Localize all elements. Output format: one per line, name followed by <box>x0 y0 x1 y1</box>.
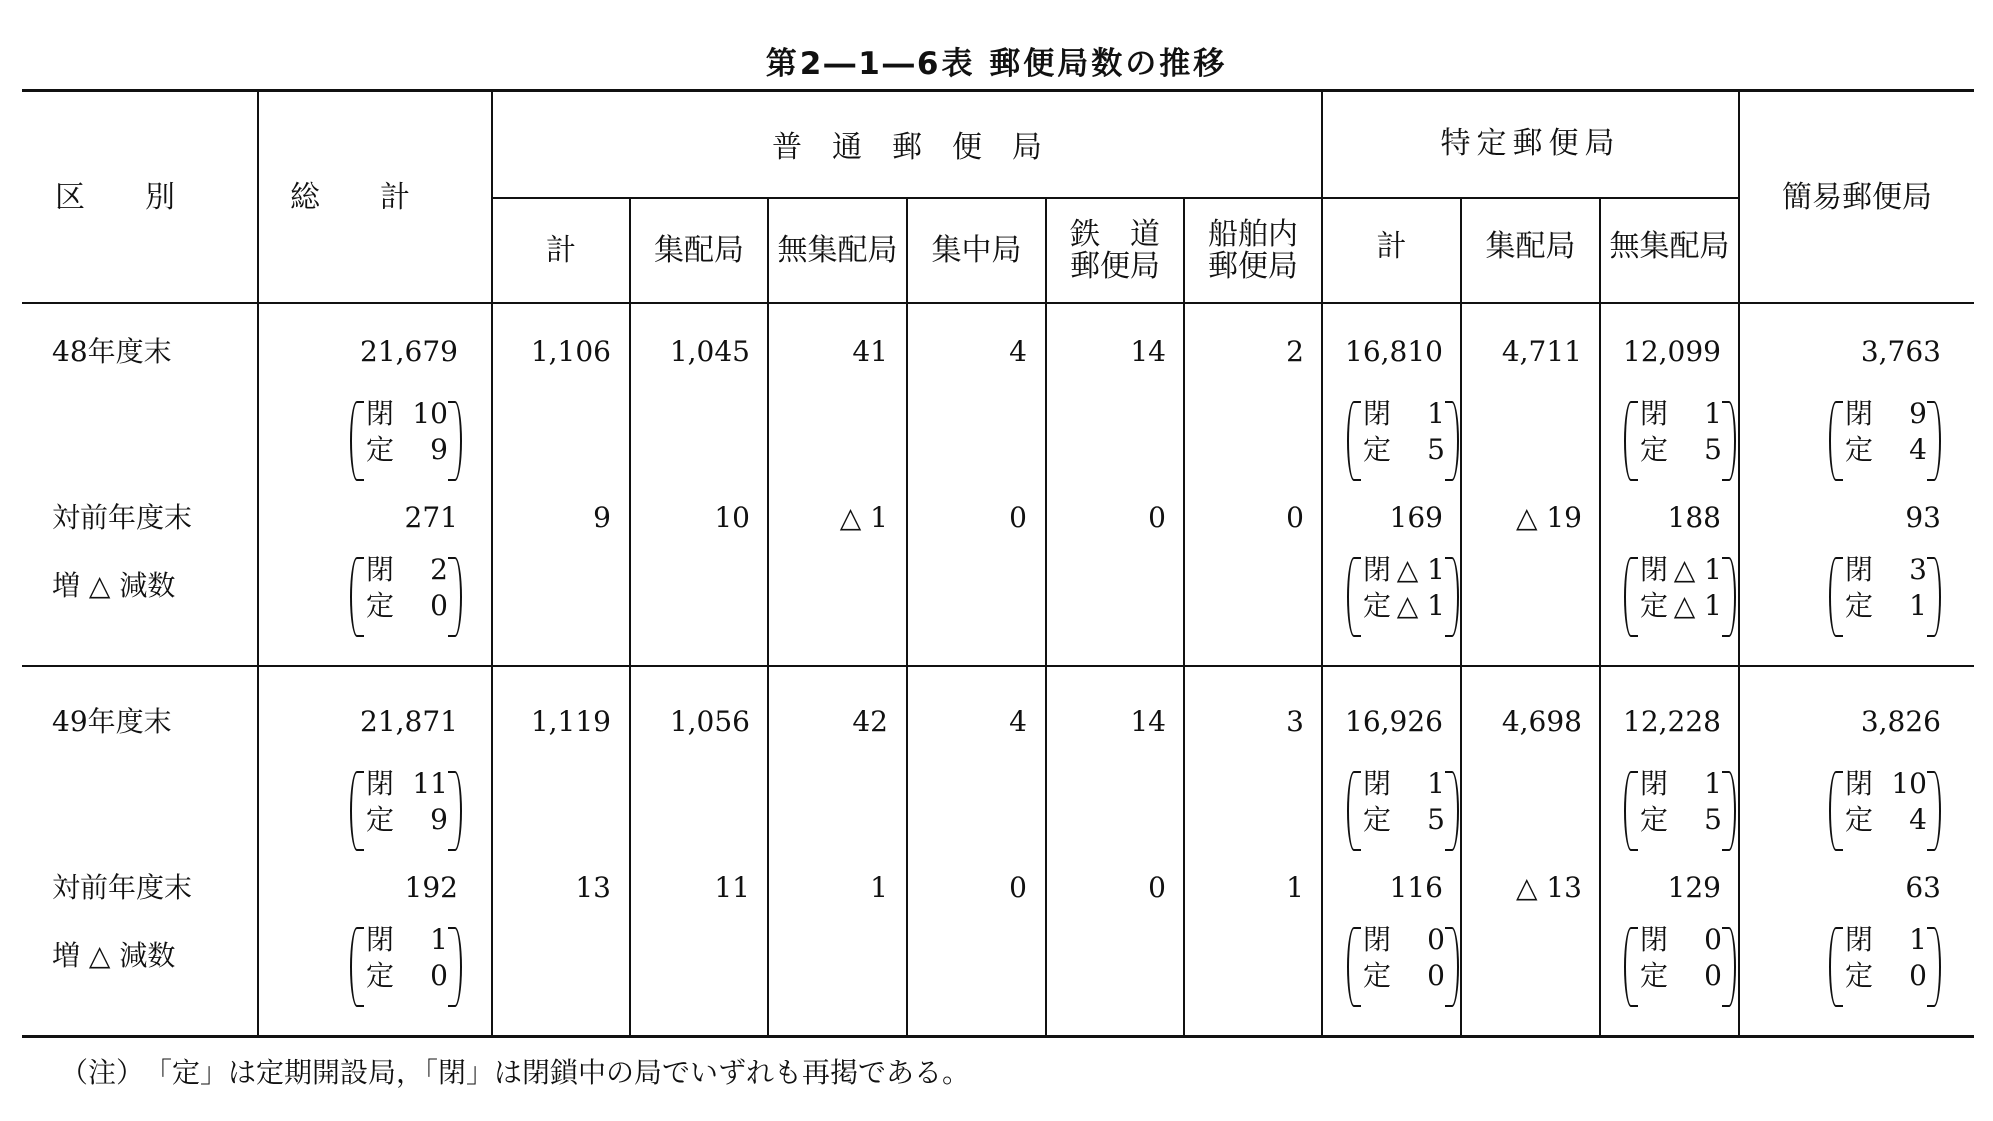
scheduled-label: 定 <box>366 433 395 466</box>
scheduled-count: 1 <box>1909 589 1927 622</box>
cell-value: 14 <box>1130 335 1166 368</box>
closed-count: 1 <box>1427 397 1445 430</box>
header-soukei: 総 計 <box>290 180 410 215</box>
close-paren <box>1927 557 1941 637</box>
scheduled-label: 定 <box>1363 589 1392 622</box>
cell-value: 1,106 <box>530 335 611 368</box>
diff-value: 129 <box>1667 871 1721 904</box>
closed-label: 閉 <box>366 553 395 586</box>
cell-value: 21,871 <box>360 705 458 738</box>
scheduled-label: 定 <box>1640 959 1669 992</box>
closed-count: 10 <box>1891 767 1927 800</box>
diff-value: 188 <box>1667 501 1721 534</box>
row-label: 49年度末 <box>52 705 172 738</box>
diff-label-line1: 対前年度末 <box>52 501 193 534</box>
cell-value: 21,679 <box>360 335 458 368</box>
cell-value: 3,826 <box>1860 705 1941 738</box>
cell-value: 42 <box>852 705 888 738</box>
closed-label: 閉 <box>1640 767 1669 800</box>
scheduled-count: 4 <box>1909 433 1927 466</box>
rule-top <box>22 89 1974 92</box>
close-paren <box>1722 771 1736 851</box>
scheduled-count: 0 <box>1427 959 1445 992</box>
scheduled-count: 0 <box>430 589 448 622</box>
closed-count: 1 <box>1704 397 1722 430</box>
cell-value: 4,711 <box>1501 335 1582 368</box>
scheduled-label: 定 <box>1640 433 1669 466</box>
rule-header-bottom <box>22 302 1974 304</box>
scheduled-count: 0 <box>1704 959 1722 992</box>
closed-label: 閉 <box>366 767 395 800</box>
diff-value: 0 <box>1148 871 1166 904</box>
rule-col-9 <box>1460 198 1462 1035</box>
scheduled-count: 0 <box>430 959 448 992</box>
scheduled-label: 定 <box>1845 433 1874 466</box>
scheduled-label: 定 <box>366 959 395 992</box>
closed-count: 1 <box>1909 923 1927 956</box>
scheduled-count: 5 <box>1427 433 1445 466</box>
cell-value: 1,045 <box>669 335 750 368</box>
header-tetsudo-line1: 鉄 道 <box>1070 217 1160 252</box>
rule-col-11 <box>1738 92 1740 1035</box>
diff-value: 192 <box>404 871 458 904</box>
closed-count: 1 <box>430 923 448 956</box>
diff-value: 271 <box>404 501 458 534</box>
cell-value: 4 <box>1009 705 1027 738</box>
diff-value: △ 1 <box>839 501 888 534</box>
scheduled-count: 5 <box>1704 433 1722 466</box>
open-paren <box>350 401 364 481</box>
diff-paren-soukei <box>350 553 462 635</box>
diff-value: 9 <box>593 501 611 534</box>
close-paren <box>1445 927 1459 1007</box>
closed-count: 9 <box>1909 397 1927 430</box>
rule-col-10 <box>1599 198 1601 1035</box>
diff-value: 0 <box>1009 501 1027 534</box>
scheduled-count: △ 1 <box>1673 589 1722 622</box>
closed-label: 閉 <box>1640 553 1669 586</box>
table-title: 第2―1―6表 郵便局数の推移 <box>765 46 1228 82</box>
rule-col-4 <box>767 198 769 1035</box>
header-mushuhai: 無集配局 <box>777 233 898 268</box>
open-paren <box>350 557 364 637</box>
header-futsuu-kei: 計 <box>546 233 576 268</box>
header-senpaku-line1: 船舶内 <box>1208 217 1298 252</box>
cell-value: 4 <box>1009 335 1027 368</box>
close-paren <box>1927 771 1941 851</box>
paren-tokutei-kei <box>1347 767 1459 849</box>
diff-paren-soukei <box>350 923 462 1005</box>
open-paren <box>1347 557 1361 637</box>
close-paren <box>1722 401 1736 481</box>
scheduled-count: △ 1 <box>1396 589 1445 622</box>
closed-count: △ 1 <box>1673 553 1722 586</box>
rule-header-split-tokutei <box>1321 197 1738 199</box>
diff-value: △ 19 <box>1515 501 1582 534</box>
close-paren <box>1445 401 1459 481</box>
paren-soukei <box>350 397 462 479</box>
close-paren <box>1927 401 1941 481</box>
header-shuhai: 集配局 <box>654 233 744 268</box>
scheduled-count: 5 <box>1427 803 1445 836</box>
diff-paren-tokutei-mushuhai <box>1624 923 1736 1005</box>
cell-value: 3,763 <box>1860 335 1941 368</box>
rule-col-3 <box>629 198 631 1035</box>
diff-label-line2: 増 △ 減数 <box>52 569 176 602</box>
paren-soukei <box>350 767 462 849</box>
header-shuchu: 集中局 <box>931 233 1022 268</box>
open-paren <box>1624 771 1638 851</box>
rule-col-7 <box>1183 198 1185 1035</box>
rule-section-split <box>22 665 1974 667</box>
rule-col-5 <box>906 198 908 1035</box>
open-paren <box>1829 401 1843 481</box>
cell-value: 3 <box>1286 705 1304 738</box>
header-futsuu-group: 普 通 郵 便 局 <box>772 130 1042 165</box>
rule-col-1 <box>257 92 259 1035</box>
scheduled-count: 0 <box>1909 959 1927 992</box>
scheduled-count: 4 <box>1909 803 1927 836</box>
paren-tokutei-mushuhai <box>1624 397 1736 479</box>
paren-kan-i <box>1829 767 1941 849</box>
close-paren <box>448 401 462 481</box>
rule-col-6 <box>1045 198 1047 1035</box>
header-kubetsu: 区 別 <box>55 180 175 215</box>
open-paren <box>1347 927 1361 1007</box>
diff-value: 116 <box>1389 871 1443 904</box>
cell-value: 12,228 <box>1623 705 1721 738</box>
diff-value: 13 <box>575 871 611 904</box>
closed-count: 3 <box>1909 553 1927 586</box>
scheduled-label: 定 <box>1845 959 1874 992</box>
closed-label: 閉 <box>1363 767 1392 800</box>
diff-value: 0 <box>1009 871 1027 904</box>
closed-label: 閉 <box>1845 767 1874 800</box>
scheduled-count: 5 <box>1704 803 1722 836</box>
diff-value: 93 <box>1905 501 1941 534</box>
open-paren <box>1624 401 1638 481</box>
close-paren <box>1722 927 1736 1007</box>
scheduled-count: 9 <box>430 433 448 466</box>
closed-label: 閉 <box>1640 397 1669 430</box>
header-tokutei-mushuhai: 無集配局 <box>1609 229 1730 264</box>
diff-label-line2: 増 △ 減数 <box>52 939 176 972</box>
scheduled-label: 定 <box>1363 433 1392 466</box>
scheduled-label: 定 <box>1845 803 1874 836</box>
rule-bottom <box>22 1035 1974 1038</box>
open-paren <box>1347 401 1361 481</box>
closed-label: 閉 <box>366 397 395 430</box>
closed-count: 1 <box>1704 767 1722 800</box>
cell-value: 4,698 <box>1501 705 1582 738</box>
diff-value: 0 <box>1148 501 1166 534</box>
closed-count: 11 <box>412 767 448 800</box>
close-paren <box>1722 557 1736 637</box>
closed-label: 閉 <box>1363 923 1392 956</box>
diff-paren-kan-i <box>1829 923 1941 1005</box>
closed-label: 閉 <box>1845 923 1874 956</box>
closed-count: 2 <box>430 553 448 586</box>
header-tokutei-shuhai: 集配局 <box>1485 229 1576 264</box>
open-paren <box>1829 771 1843 851</box>
open-paren <box>1829 927 1843 1007</box>
cell-value: 14 <box>1130 705 1166 738</box>
header-kan-i: 簡易郵便局 <box>1782 180 1932 215</box>
cell-value: 1,056 <box>669 705 750 738</box>
header-senpaku-line2: 郵便局 <box>1208 249 1298 284</box>
closed-count: 10 <box>412 397 448 430</box>
scheduled-label: 定 <box>1363 959 1392 992</box>
close-paren <box>1927 927 1941 1007</box>
diff-label-line1: 対前年度末 <box>52 871 193 904</box>
open-paren <box>350 771 364 851</box>
header-tokutei-group: 特定郵便局 <box>1440 126 1621 161</box>
closed-count: 1 <box>1427 767 1445 800</box>
cell-value: 2 <box>1286 335 1304 368</box>
diff-paren-tokutei-kei <box>1347 553 1459 635</box>
paren-tokutei-kei <box>1347 397 1459 479</box>
open-paren <box>1347 771 1361 851</box>
paren-kan-i <box>1829 397 1941 479</box>
closed-count: △ 1 <box>1396 553 1445 586</box>
open-paren <box>1624 557 1638 637</box>
scheduled-label: 定 <box>366 803 395 836</box>
close-paren <box>1445 771 1459 851</box>
scheduled-count: 9 <box>430 803 448 836</box>
diff-value: 63 <box>1905 871 1941 904</box>
close-paren <box>448 927 462 1007</box>
closed-label: 閉 <box>366 923 395 956</box>
open-paren <box>350 927 364 1007</box>
diff-value: 10 <box>714 501 750 534</box>
closed-label: 閉 <box>1845 553 1874 586</box>
diff-paren-tokutei-kei <box>1347 923 1459 1005</box>
cell-value: 12,099 <box>1623 335 1721 368</box>
open-paren <box>1829 557 1843 637</box>
open-paren <box>1624 927 1638 1007</box>
close-paren <box>1445 557 1459 637</box>
closed-label: 閉 <box>1640 923 1669 956</box>
row-label: 48年度末 <box>52 335 172 368</box>
header-tokutei-kei: 計 <box>1376 229 1407 264</box>
scheduled-label: 定 <box>1640 803 1669 836</box>
cell-value: 1,119 <box>530 705 611 738</box>
diff-value: 1 <box>1286 871 1304 904</box>
diff-value: 11 <box>714 871 750 904</box>
cell-value: 16,810 <box>1345 335 1443 368</box>
scheduled-label: 定 <box>366 589 395 622</box>
scheduled-label: 定 <box>1640 589 1669 622</box>
closed-label: 閉 <box>1363 397 1392 430</box>
paren-tokutei-mushuhai <box>1624 767 1736 849</box>
close-paren <box>448 557 462 637</box>
cell-value: 16,926 <box>1345 705 1443 738</box>
close-paren <box>448 771 462 851</box>
diff-paren-kan-i <box>1829 553 1941 635</box>
cell-value: 41 <box>852 335 888 368</box>
closed-count: 0 <box>1427 923 1445 956</box>
diff-value: 1 <box>870 871 888 904</box>
scheduled-label: 定 <box>1845 589 1874 622</box>
scheduled-label: 定 <box>1363 803 1392 836</box>
diff-paren-tokutei-mushuhai <box>1624 553 1736 635</box>
diff-value: 169 <box>1389 501 1443 534</box>
diff-value: △ 13 <box>1515 871 1582 904</box>
table-note: （注） 「定」は定期開設局，「閉」は閉鎖中の局でいずれも再掲である。 <box>60 1056 971 1089</box>
diff-value: 0 <box>1286 501 1304 534</box>
closed-label: 閉 <box>1363 553 1392 586</box>
closed-count: 0 <box>1704 923 1722 956</box>
header-tetsudo-line2: 郵便局 <box>1070 249 1160 284</box>
closed-label: 閉 <box>1845 397 1874 430</box>
